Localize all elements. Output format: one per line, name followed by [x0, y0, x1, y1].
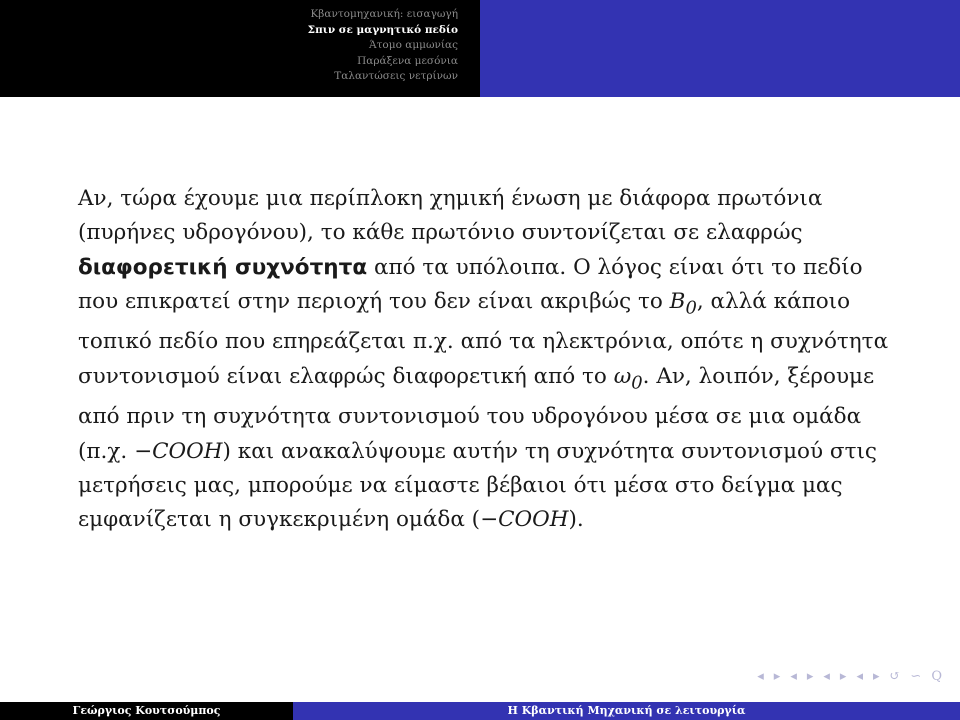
emphasis-text: διαφορετική συχνότητα: [78, 254, 368, 280]
text-part-5: ) και ανακαλύψουμε αυτήν τη συχνότητα συντονισμού στις μετρήσεις μας, μπορούμε να είμαστε βέβαιοι ότι μέσα στο δείγμα μας εμφανίζεται η συγκεκριμένη ομάδα (: [78, 438, 877, 533]
section-list: [308, 7, 458, 85]
math-b0: [669, 288, 697, 319]
nav-item-intro[interactable]: Κβαντομηχανική: εισαγωγή: [310, 8, 458, 20]
footer-author: Γεώργιος Κουτσούμπος: [0, 702, 293, 720]
section-nav: [0, 0, 480, 97]
text-part-2: από τα υπόλοιπα. Ο λόγος είναι ότι το πεδίο που επικρατεί στην περιοχή του δεν είναι ακριβώς το: [78, 254, 863, 314]
headline-right-panel: [480, 0, 960, 97]
nav-next-subsection-icon[interactable]: ▸: [806, 669, 814, 684]
nav-prev-subsection-icon[interactable]: ◂: [790, 669, 797, 684]
footer-title: Η Κβαντική Μηχανική σε λειτουργία: [293, 702, 960, 720]
math-b0-base: B: [669, 288, 686, 314]
nav-item-mesons[interactable]: Παράξενα μεσόνια: [357, 54, 458, 67]
nav-next-doc-icon[interactable]: ▸: [872, 669, 880, 684]
math-cooh-2: −COOH: [480, 507, 569, 533]
math-cooh-1: −COOH: [134, 438, 223, 464]
headline-bar: [0, 0, 960, 97]
slide-body-text: [78, 182, 890, 538]
nav-search-icon[interactable]: Q: [931, 669, 942, 684]
nav-backforward-icon[interactable]: ∽: [910, 669, 922, 684]
nav-item-spin[interactable]: Σπιν σε μαγνητικό πεδίο: [307, 23, 458, 36]
math-b0-sub: 0: [685, 297, 697, 319]
text-part-6: ).: [568, 507, 584, 533]
text-part-1: Αν, τώρα έχουμε μια περίπλοκη χημική ένωση με διάφορα πρωτόνια (πυρήνες υδρογόνου), το κάθε πρωτόνιο συντονίζεται σε ελαφρώς: [78, 186, 823, 246]
nav-item-neutrinos[interactable]: Ταλαντώσεις νετρίνων: [334, 70, 458, 82]
footline-bar: [0, 702, 960, 720]
text-part-3: , αλλά κάποιο τοπικό πεδίο που επηρεάζεται π.χ. από τα ηλεκτρόνια, οπότε η συχνότητα συντονισμού είναι ελαφρώς διαφορετική από το: [78, 288, 889, 389]
beamer-nav-symbols: [757, 669, 942, 684]
math-omega0: [613, 363, 643, 394]
nav-next-frame-icon[interactable]: ▸: [773, 669, 781, 684]
nav-prev-section-icon[interactable]: ◂: [823, 669, 830, 684]
nav-next-section-icon[interactable]: ▸: [839, 669, 847, 684]
math-omega0-base: ω: [613, 363, 632, 389]
nav-prev-frame-icon[interactable]: ◂: [757, 669, 764, 684]
nav-prev-doc-icon[interactable]: ◂: [856, 669, 863, 684]
nav-back-icon[interactable]: ↺: [889, 669, 901, 684]
math-omega0-sub: 0: [631, 372, 643, 394]
nav-item-ammonia[interactable]: Άτομο αμμωνίας: [369, 39, 458, 51]
text-part-4: . Αν, λοιπόν, ξέρουμε από πριν τη συχνότητα συντονισμού του υδρογόνου μέσα σε μια ομάδα (π.χ.: [78, 363, 875, 464]
